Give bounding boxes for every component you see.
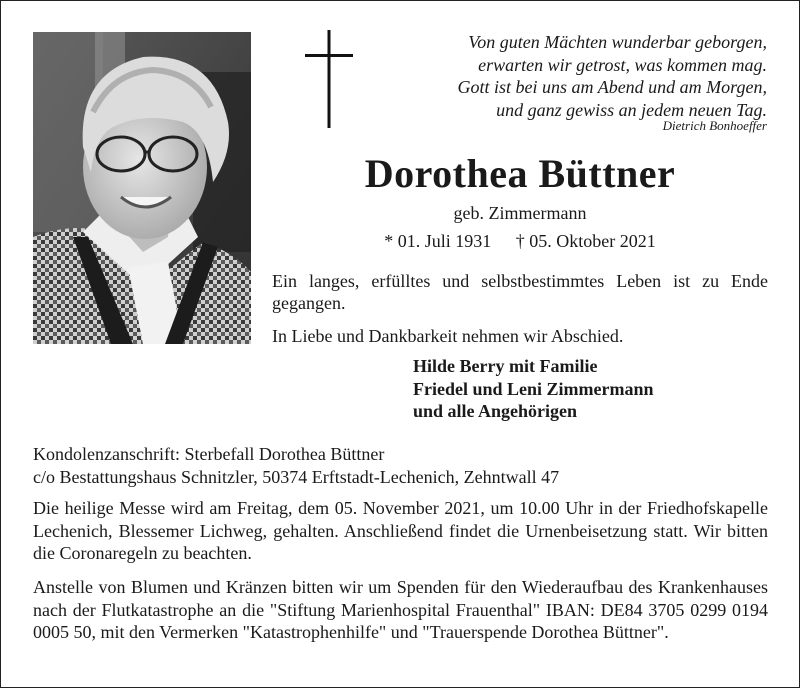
cross-icon xyxy=(305,30,353,128)
condolence-line: Kondolenzanschrift: Sterbefall Dorothea Büttner xyxy=(33,444,385,464)
mourners-list xyxy=(413,355,773,423)
quote-line: Gott ist bei uns am Abend und am Morgen, xyxy=(457,77,767,97)
mass-information: Die heilige Messe wird am Freitag, dem 05. November 2021, um 10.00 Uhr in der Friedhofskapelle Lechenich, Blessemer Lichweg, gehalten. Anschließend findet die Urnenbeisetzung statt. Wir bitten die Coronaregeln zu beachten. xyxy=(33,498,768,563)
mourner-entry: Hilde Berry mit Familie xyxy=(413,356,598,376)
farewell-statement: In Liebe und Dankbarkeit nehmen wir Abschied. xyxy=(272,326,624,346)
condolence-address xyxy=(33,443,768,488)
birth-name: geb. Zimmermann xyxy=(453,203,587,223)
condolence-line: c/o Bestattungshaus Schnitzler, 50374 Erftstadt-Lechenich, Zehntwall 47 xyxy=(33,466,560,487)
mourner-entry: Friedel und Leni Zimmermann xyxy=(413,378,654,399)
deceased-name: Dorothea Büttner xyxy=(364,151,676,196)
mourner-entry: und alle Angehörigen xyxy=(413,401,578,421)
quote-author: Dietrich Bonhoeffer xyxy=(662,118,767,133)
life-dates xyxy=(270,231,770,252)
quote-line: und ganz gewiss an jedem neuen Tag. xyxy=(496,99,767,120)
death-date: † 05. Oktober 2021 xyxy=(515,231,656,251)
life-statement: Ein langes, erfülltes und selbstbestimmtes Leben ist zu Ende gegangen. xyxy=(272,271,768,313)
bonhoeffer-quote xyxy=(380,31,767,121)
quote-line: Von guten Mächten wunderbar geborgen, xyxy=(468,32,767,52)
quote-line: erwarten wir getrost, was kommen mag. xyxy=(478,54,767,75)
donation-request: Anstelle von Blumen und Kränzen bitten wir um Spenden für den Wiederaufbau des Krankenhauses nach der Flutkatastrophe an die "Stiftung Marienhospital Frauenthal" IBAN: DE84 3705 0299 0194 0005 50, mit den Vermerken "Katastrophenhilfe" und "Trauerspende Dorothea Büttner". xyxy=(33,577,768,642)
birth-date: * 01. Juli 1931 xyxy=(384,231,492,251)
portrait-photo xyxy=(33,32,251,344)
